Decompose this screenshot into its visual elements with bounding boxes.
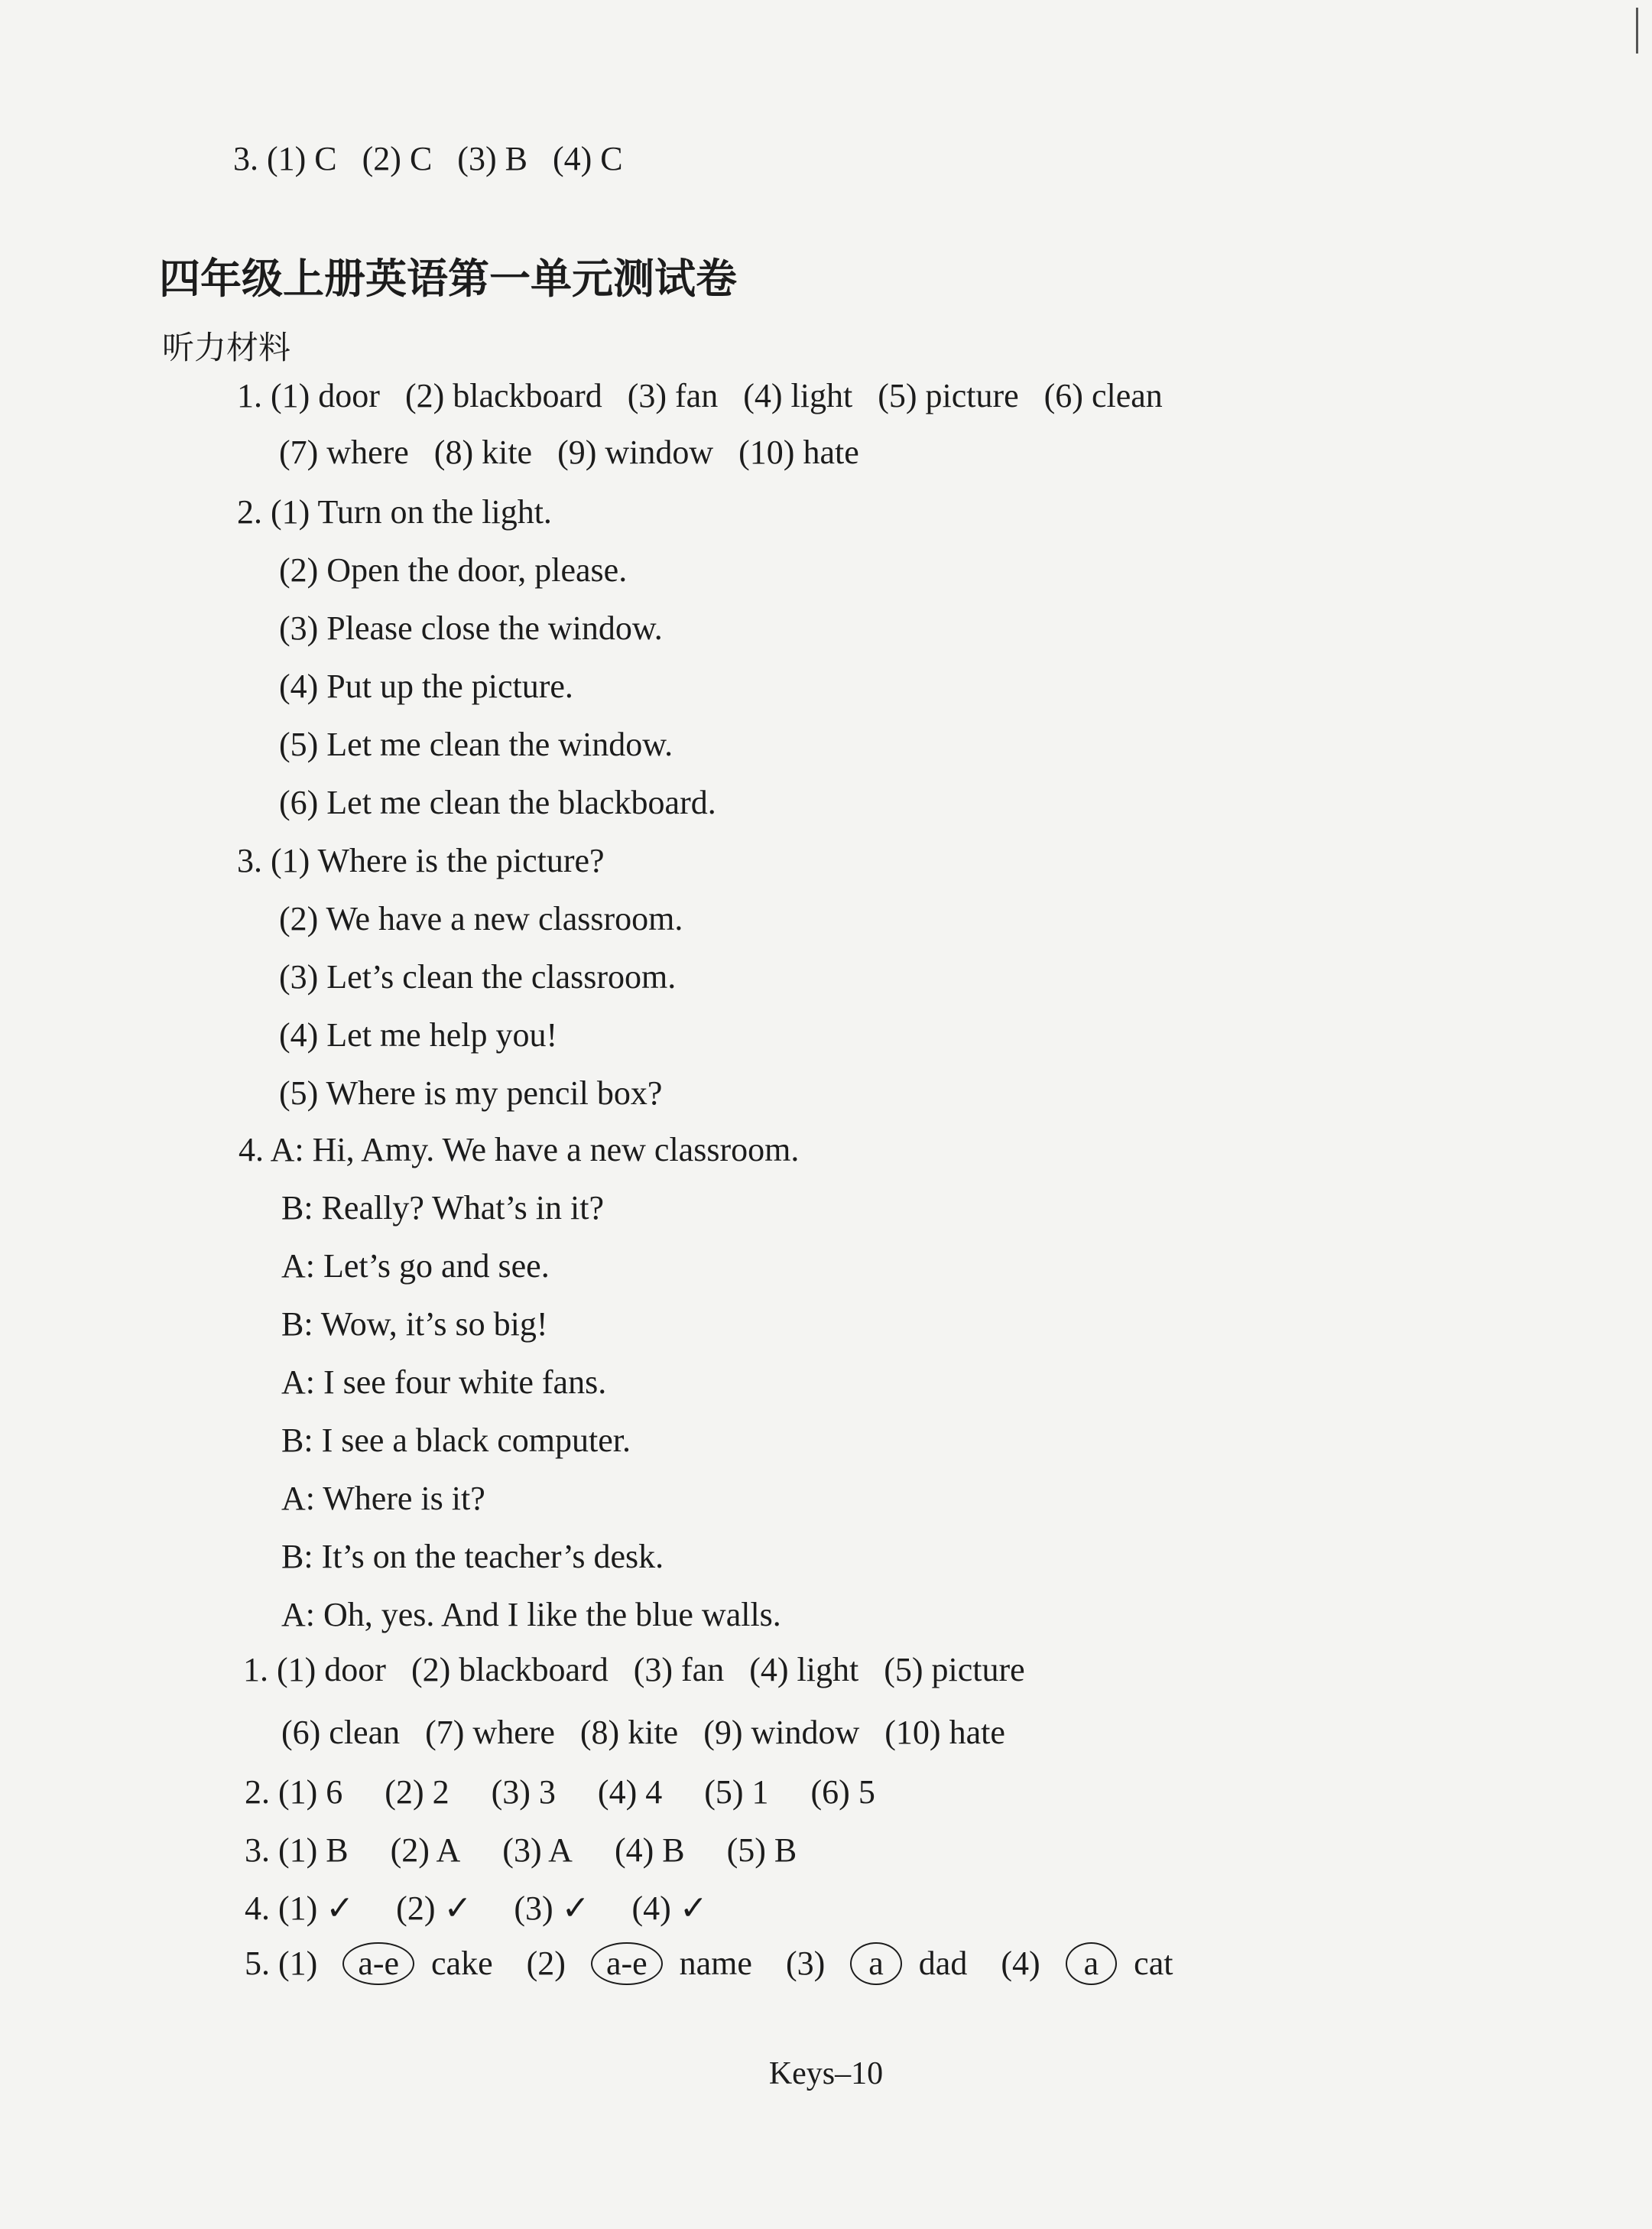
page-edge-mark bbox=[1636, 8, 1638, 54]
circled-answer: a-e bbox=[342, 1942, 414, 1985]
answer-4-line: 4. (1) ✓ (2) ✓ (3) ✓ (4) ✓ bbox=[245, 1889, 708, 1927]
answer-5-word: cat bbox=[1134, 1945, 1173, 1982]
listening-q4-item: A: Let’s go and see. bbox=[281, 1247, 550, 1285]
answer-5-word: cake bbox=[431, 1945, 493, 1982]
answer-1-line1: 1. (1) door (2) blackboard (3) fan (4) light (5) picture bbox=[243, 1651, 1025, 1688]
answer-5-word: name bbox=[679, 1945, 752, 1982]
listening-q4-item: A: Oh, yes. And I like the blue walls. bbox=[281, 1596, 781, 1633]
listening-title: 听力材料 bbox=[162, 329, 291, 366]
answer-3-line: 3. (1) B (2) A (3) A (4) B (5) B bbox=[245, 1831, 797, 1869]
top-answer-line: 3. (1) C (2) C (3) B (4) C bbox=[233, 140, 623, 177]
listening-q4-item: B: I see a black computer. bbox=[281, 1422, 631, 1459]
listening-q4-item: 4. A: Hi, Amy. We have a new classroom. bbox=[239, 1131, 800, 1168]
listening-q3-item: 3. (1) Where is the picture? bbox=[237, 842, 605, 879]
listening-q4-item: B: Wow, it’s so big! bbox=[281, 1305, 548, 1343]
listening-q1-line2: (7) where (8) kite (9) window (10) hate bbox=[279, 434, 859, 471]
listening-q3-item: (2) We have a new classroom. bbox=[279, 900, 683, 937]
section-title: 四年级上册英语第一单元测试卷 bbox=[159, 255, 737, 303]
listening-q2-item: (3) Please close the window. bbox=[279, 609, 663, 647]
answer-2-line: 2. (1) 6 (2) 2 (3) 3 (4) 4 (5) 1 (6) 5 bbox=[245, 1773, 875, 1811]
listening-q3-item: (4) Let me help you! bbox=[279, 1016, 558, 1054]
listening-q4-item: B: Really? What’s in it? bbox=[281, 1189, 604, 1227]
listening-q4-item: A: Where is it? bbox=[281, 1480, 485, 1517]
listening-q4-item: B: It’s on the teacher’s desk. bbox=[281, 1538, 664, 1575]
answer-5-number: (2) bbox=[526, 1945, 566, 1982]
answer-5-line bbox=[245, 1942, 1173, 1985]
listening-q2-item: (2) Open the door, please. bbox=[279, 551, 628, 589]
listening-q3-item: (5) Where is my pencil box? bbox=[279, 1074, 663, 1112]
listening-q2-item: (6) Let me clean the blackboard. bbox=[279, 784, 716, 821]
answer-5-number: (4) bbox=[1001, 1945, 1040, 1982]
listening-q2-item: (4) Put up the picture. bbox=[279, 668, 573, 705]
listening-q2-item: 2. (1) Turn on the light. bbox=[237, 493, 552, 531]
answer-5-word: dad bbox=[918, 1945, 968, 1982]
listening-q1-line1: 1. (1) door (2) blackboard (3) fan (4) light (5) picture (6) clean bbox=[237, 377, 1163, 414]
answer-5-number: (3) bbox=[785, 1945, 826, 1982]
circled-answer: a bbox=[1066, 1942, 1118, 1985]
page-footer: Keys–10 bbox=[768, 2056, 884, 2091]
answer-1-line2: (6) clean (7) where (8) kite (9) window (10) hate bbox=[281, 1714, 1005, 1751]
circled-answer: a bbox=[850, 1942, 902, 1985]
listening-q4-item: A: I see four white fans. bbox=[281, 1363, 607, 1401]
circled-answer: a-e bbox=[591, 1942, 663, 1985]
listening-q2-item: (5) Let me clean the window. bbox=[279, 726, 673, 763]
listening-q3-item: (3) Let’s clean the classroom. bbox=[279, 958, 677, 996]
answer-5-prefix: 5. (1) bbox=[245, 1945, 318, 1982]
